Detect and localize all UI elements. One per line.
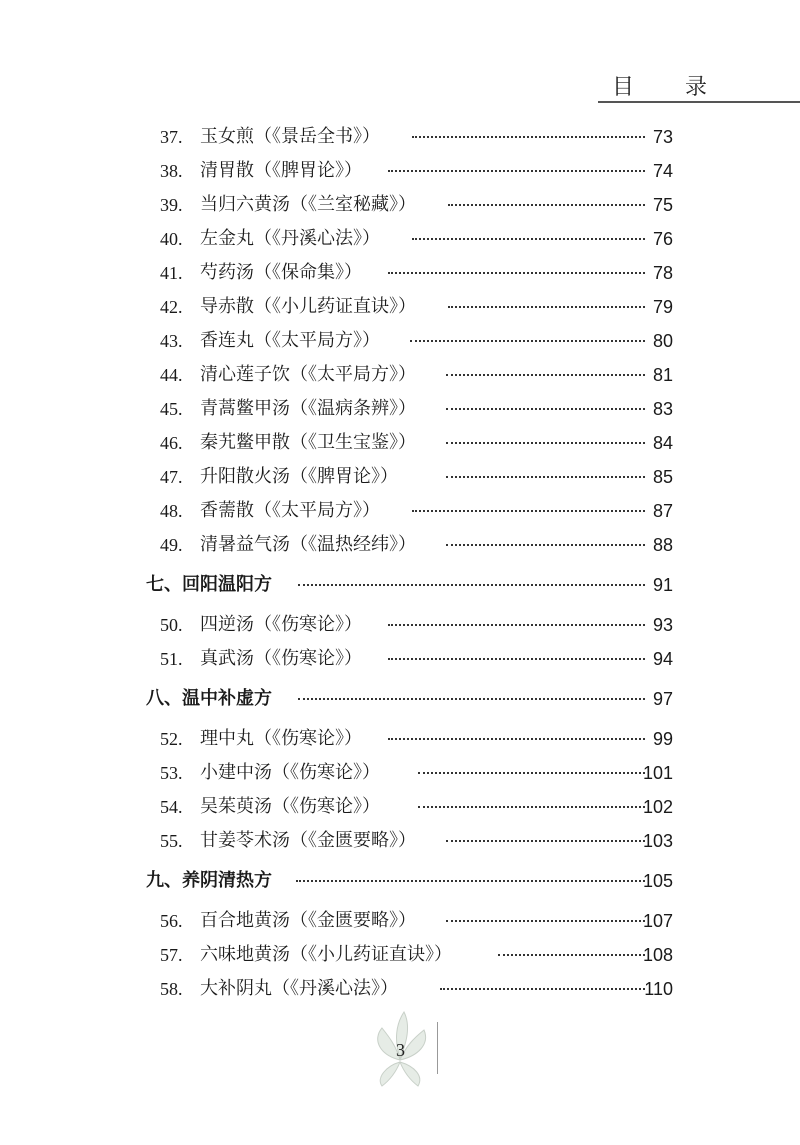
entry-number: 37. (160, 127, 183, 147)
page-ref: 99 (652, 729, 673, 749)
page-ref: 97 (652, 689, 673, 709)
dot-leader (498, 954, 645, 956)
entry-title: 芍药汤（《保命集》） (200, 262, 362, 283)
page-ref: 107 (642, 911, 673, 931)
toc-entry (0, 428, 800, 458)
entry-number: 51. (160, 649, 183, 669)
page-ref: 84 (652, 433, 673, 453)
toc-entry (0, 792, 800, 822)
dot-leader (412, 136, 645, 138)
section-title: 八、温中补虚方 (146, 688, 272, 709)
dot-leader (298, 584, 645, 586)
entry-title: 吴茱萸汤（《伤寒论》） (200, 796, 380, 817)
dot-leader (446, 476, 645, 478)
dot-leader (448, 306, 645, 308)
dot-leader (412, 238, 645, 240)
page-ref: 81 (652, 365, 673, 385)
entry-title: 左金丸（《丹溪心法》） (200, 228, 380, 249)
entry-title: 真武汤（《伤寒论》） (200, 648, 362, 669)
entry-title: 玉女煎（《景岳全书》） (200, 126, 380, 147)
dot-leader (446, 920, 645, 922)
dot-leader (446, 442, 645, 444)
entry-title: 香薷散（《太平局方》） (200, 500, 380, 521)
entry-number: 44. (160, 365, 183, 385)
entry-number: 58. (160, 979, 183, 999)
dot-leader (446, 374, 645, 376)
dot-leader (418, 806, 645, 808)
entry-number: 46. (160, 433, 183, 453)
entry-number: 49. (160, 535, 183, 555)
entry-title: 清暑益气汤（《温热经纬》） (200, 534, 416, 555)
entry-number: 54. (160, 797, 183, 817)
entry-title: 四逆汤（《伤寒论》） (200, 614, 362, 635)
entry-title: 六味地黄汤（《小儿药证直诀》） (200, 944, 452, 965)
entry-number: 57. (160, 945, 183, 965)
entry-title: 甘姜苓术汤（《金匮要略》） (200, 830, 416, 851)
toc-entry (0, 496, 800, 526)
page-ref: 94 (652, 649, 673, 669)
entry-number: 48. (160, 501, 183, 521)
entry-title: 清心莲子饮（《太平局方》） (200, 364, 416, 385)
page-ref: 83 (652, 399, 673, 419)
page-ref: 105 (642, 871, 673, 891)
page-ref: 101 (642, 763, 673, 783)
entry-title: 百合地黄汤（《金匮要略》） (200, 910, 416, 931)
toc-entry (0, 826, 800, 856)
page-ref: 76 (652, 229, 673, 249)
entry-number: 42. (160, 297, 183, 317)
page-ref: 80 (652, 331, 673, 351)
toc-entry (0, 292, 800, 322)
toc-entry (0, 906, 800, 936)
entry-title: 当归六黄汤（《兰室秘藏》） (200, 194, 416, 215)
toc-entry (0, 258, 800, 288)
dot-leader (446, 840, 645, 842)
entry-title: 秦艽鳖甲散（《卫生宝鉴》） (200, 432, 416, 453)
entry-number: 47. (160, 467, 183, 487)
page-ref: 103 (642, 831, 673, 851)
toc-entry (0, 758, 800, 788)
toc-entry (0, 122, 800, 152)
entry-title: 香连丸（《太平局方》） (200, 330, 380, 351)
section-title: 七、回阳温阳方 (146, 574, 272, 595)
dot-leader (412, 510, 645, 512)
toc-entry (0, 530, 800, 560)
toc-entry (0, 394, 800, 424)
toc-entry (0, 610, 800, 640)
entry-number: 52. (160, 729, 183, 749)
entry-number: 45. (160, 399, 183, 419)
dot-leader (410, 340, 645, 342)
page-ref: 78 (652, 263, 673, 283)
section-title: 九、养阴清热方 (146, 870, 272, 891)
toc-entry (0, 462, 800, 492)
dot-leader (448, 204, 645, 206)
dot-leader (446, 544, 645, 546)
page-ref: 102 (642, 797, 673, 817)
entry-number: 41. (160, 263, 183, 283)
entry-title: 小建中汤（《伤寒论》） (200, 762, 380, 783)
toc-entry (0, 724, 800, 754)
dot-leader (388, 272, 645, 274)
page-ref: 87 (652, 501, 673, 521)
page-ref: 73 (652, 127, 673, 147)
toc-entry (0, 156, 800, 186)
dot-leader (388, 658, 645, 660)
entry-title: 清胃散（《脾胃论》） (200, 160, 362, 181)
toc-section-heading (0, 684, 800, 714)
entry-number: 40. (160, 229, 183, 249)
page-ref: 108 (642, 945, 673, 965)
page-ref: 110 (644, 979, 673, 999)
dot-leader (388, 738, 645, 740)
dot-leader (388, 624, 645, 626)
entry-number: 56. (160, 911, 183, 931)
entry-number: 39. (160, 195, 183, 215)
dot-leader (298, 698, 645, 700)
page-number: 3 (396, 1040, 405, 1060)
page-ref: 85 (652, 467, 673, 487)
entry-number: 38. (160, 161, 183, 181)
toc-section-heading (0, 570, 800, 600)
entry-title: 青蒿鳖甲汤（《温病条辨》） (200, 398, 416, 419)
page-ref: 75 (652, 195, 673, 215)
entry-title: 理中丸（《伤寒论》） (200, 728, 362, 749)
toc-entry (0, 644, 800, 674)
entry-number: 50. (160, 615, 183, 635)
dot-leader (388, 170, 645, 172)
toc-entry (0, 224, 800, 254)
running-header: 目 录 (612, 75, 729, 100)
page-ref: 88 (652, 535, 673, 555)
entry-number: 43. (160, 331, 183, 351)
entry-title: 导赤散（《小儿药证直诀》） (200, 296, 416, 317)
toc-entry (0, 940, 800, 970)
page-ref: 91 (652, 575, 673, 595)
toc-entry (0, 326, 800, 356)
toc-entry (0, 190, 800, 220)
dot-leader (418, 772, 645, 774)
entry-title: 升阳散火汤（《脾胃论》） (200, 466, 398, 487)
entry-title: 大补阴丸（《丹溪心法》） (200, 978, 398, 999)
page-ref: 93 (652, 615, 673, 635)
page-ref: 79 (652, 297, 673, 317)
page-ref: 74 (652, 161, 673, 181)
toc-entry (0, 360, 800, 390)
footer-divider (437, 1022, 438, 1074)
dot-leader (440, 988, 645, 990)
entry-number: 53. (160, 763, 183, 783)
entry-number: 55. (160, 831, 183, 851)
dot-leader (296, 880, 645, 882)
toc-section-heading (0, 866, 800, 896)
dot-leader (446, 408, 645, 410)
